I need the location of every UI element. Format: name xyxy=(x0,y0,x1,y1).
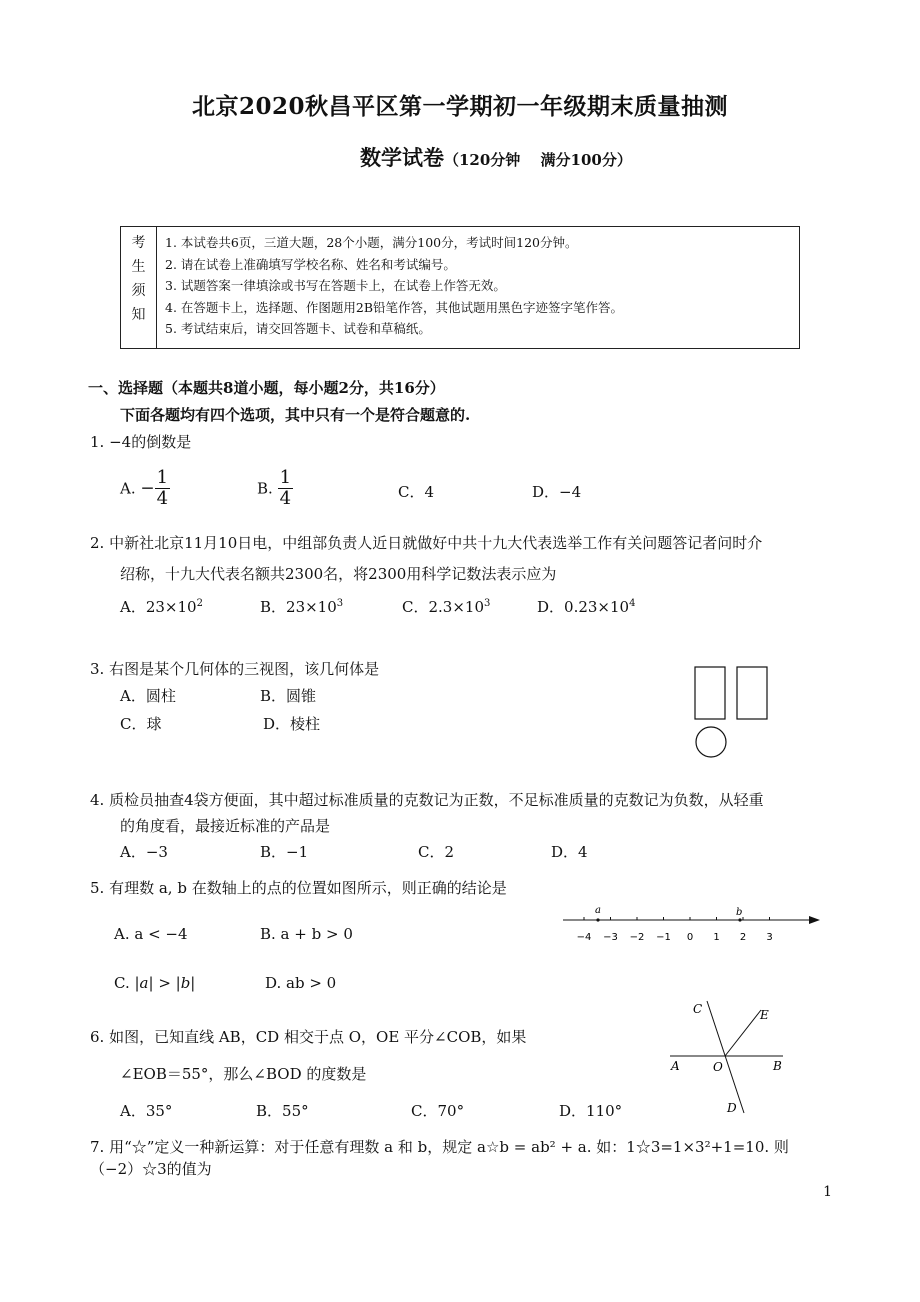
q5-c-expr: |a| > |b| xyxy=(134,974,196,992)
number-line-tick-label: 2 xyxy=(739,932,747,943)
intersecting-lines-figure xyxy=(665,995,795,1120)
subtitle-text: 数学试卷 xyxy=(360,145,444,170)
q1-b-denominator: 4 xyxy=(279,488,292,509)
q1-a-numerator: 1 xyxy=(156,467,169,488)
number-line-figure xyxy=(560,900,825,950)
number-line-tick-label: −4 xyxy=(576,932,592,943)
q1-a-sign: − xyxy=(140,478,155,499)
notice-head-char: 知 xyxy=(131,307,146,323)
notice-head xyxy=(121,227,157,348)
q1-option-b xyxy=(257,468,293,509)
q6-line1: 6. 如图，已知直线 AB，CD 相交于点 O，OE 平分∠COB，如果 xyxy=(90,1028,527,1046)
q4-option-d: D．4 xyxy=(551,843,588,861)
q2-option-a xyxy=(120,596,203,617)
q4-option-c: C．2 xyxy=(418,843,455,861)
q2-d-text: D．0.23×10 xyxy=(537,598,630,616)
section-instruction: 下面各题均有四个选项，其中只有一个是符合题意的. xyxy=(120,406,471,424)
label-o: O xyxy=(713,1060,723,1074)
number-line-tick-label: 0 xyxy=(686,932,694,943)
notice-head-char: 须 xyxy=(131,283,146,299)
exam-title: 北京2020秋昌平区第一学期初一年级期末质量抽测 xyxy=(191,93,728,120)
q2-a-exp: 2 xyxy=(196,598,203,609)
number-line-tick-label: −3 xyxy=(603,932,618,943)
q1-b-label: B. xyxy=(257,479,273,498)
q1-option-d: D．−4 xyxy=(532,483,582,501)
point-b-dot xyxy=(738,918,741,921)
arrow-right-icon xyxy=(809,916,820,924)
q2-a-text: A．23×10 xyxy=(120,598,197,616)
number-line-tick-label: 1 xyxy=(713,932,720,943)
label-e: E xyxy=(760,1008,769,1022)
q1-option-a xyxy=(120,468,170,509)
number-line-tick-label: 3 xyxy=(766,932,773,943)
q3-option-c: C．球 xyxy=(120,715,162,733)
q5-option-c xyxy=(114,974,195,992)
three-view-figure xyxy=(690,662,780,762)
front-view-rectangle xyxy=(695,667,725,719)
top-view-circle xyxy=(696,727,726,757)
point-b-label: b xyxy=(736,907,743,918)
q2-option-d xyxy=(537,596,635,617)
q1-a-label: A. xyxy=(120,479,136,498)
q5-option-d: D. ab > 0 xyxy=(265,974,337,992)
q7-line2: （−2）☆3的值为 xyxy=(90,1160,212,1178)
q2-b-exp: 3 xyxy=(336,598,344,609)
point-a-label: a xyxy=(595,905,601,916)
q1-a-denominator: 4 xyxy=(156,488,169,509)
q2-option-b xyxy=(260,596,343,617)
q5-option-a: A. a < −4 xyxy=(114,925,188,943)
notice-head-char: 考 xyxy=(131,235,146,251)
q1-stem: 1. −4的倒数是 xyxy=(90,433,192,451)
candidate-notice-box xyxy=(120,226,800,349)
q2-c-text: C．2.3×10 xyxy=(402,598,484,616)
q2-option-c xyxy=(402,596,490,617)
q1-b-fraction xyxy=(278,468,293,509)
ray-oe xyxy=(725,1010,761,1056)
q3-option-a: A．圆柱 xyxy=(120,687,176,705)
q3-option-d: D．棱柱 xyxy=(263,715,321,733)
notice-item: 1. 本试卷共6页，三道大题，28个小题，满分100分，考试时间120分钟。 xyxy=(165,235,578,250)
number-line-ticks xyxy=(577,917,773,943)
q6-line2: ∠EOB＝55°，那么∠BOD 的度数是 xyxy=(120,1065,367,1083)
label-b: B xyxy=(773,1059,782,1073)
side-view-rectangle xyxy=(737,667,767,719)
label-a: A xyxy=(671,1059,680,1073)
q3-stem: 3. 右图是某个几何体的三视图，该几何体是 xyxy=(90,660,380,678)
q1-option-c: C．4 xyxy=(398,483,435,501)
notice-head-char: 生 xyxy=(131,259,146,275)
q2-line2: 绍称，十九大代表名额共2300名，将2300用科学记数法表示应为 xyxy=(120,565,557,583)
q7-line1: 7. 用“☆”定义一种新运算：对于任意有理数 a 和 b，规定 a☆b = ab² + a. 如：1☆3=1×3²+1=10. 则 xyxy=(90,1138,789,1156)
q6-option-d: D．110° xyxy=(559,1102,623,1120)
q2-line1: 2. 中新社北京11月10日电，中组部负责人近日就做好中共十九大代表选举工作有关问题答记者问时介 xyxy=(90,534,763,552)
q1-a-fraction xyxy=(155,468,170,509)
point-a-dot xyxy=(596,918,599,921)
notice-body xyxy=(157,227,623,348)
q5-c-label: C. xyxy=(114,974,130,992)
section-heading: 一、选择题（本题共8道小题，每小题2分，共16分） xyxy=(88,379,445,397)
q4-option-a: A．−3 xyxy=(120,843,168,861)
q4-option-b: B．−1 xyxy=(260,843,309,861)
label-c: C xyxy=(693,1002,703,1016)
page-number: 1 xyxy=(823,1184,832,1200)
number-line-tick-label: −1 xyxy=(656,932,671,943)
q5-option-b: B. a + b > 0 xyxy=(260,925,353,943)
q6-option-c: C．70° xyxy=(411,1102,465,1120)
q4-line1: 4. 质检员抽查4袋方便面，其中超过标准质量的克数记为正数，不足标准质量的克数记为负数，从轻重 xyxy=(90,791,764,809)
label-d: D xyxy=(727,1101,737,1115)
q2-c-exp: 3 xyxy=(484,598,491,609)
q6-option-b: B．55° xyxy=(256,1102,309,1120)
number-line-tick-label: −2 xyxy=(629,932,645,943)
notice-item: 4. 在答题卡上，选择题、作图题用2B铅笔作答，其他试题用黑色字迹签字笔作答。 xyxy=(165,299,624,315)
q4-line2: 的角度看，最接近标准的产品是 xyxy=(120,817,331,835)
notice-item: 5. 考试结束后，请交回答题卡、试卷和草稿纸。 xyxy=(165,321,431,336)
q6-option-a: A．35° xyxy=(120,1102,173,1120)
q1-b-numerator: 1 xyxy=(279,467,292,488)
exam-subtitle xyxy=(360,142,632,172)
line-cd xyxy=(707,1001,744,1113)
notice-item: 2. 请在试卷上准确填写学校名称、姓名和考试编号。 xyxy=(165,256,456,272)
subtitle-note: （120分钟 满分100分） xyxy=(444,151,632,169)
q5-stem: 5. 有理数 a, b 在数轴上的点的位置如图所示，则正确的结论是 xyxy=(90,879,507,897)
q3-option-b: B．圆锥 xyxy=(260,687,317,705)
notice-item: 3. 试题答案一律填涂或书写在答题卡上，在试卷上作答无效。 xyxy=(165,278,506,293)
q2-b-text: B．23×10 xyxy=(260,598,337,616)
q2-d-exp: 4 xyxy=(629,598,636,609)
